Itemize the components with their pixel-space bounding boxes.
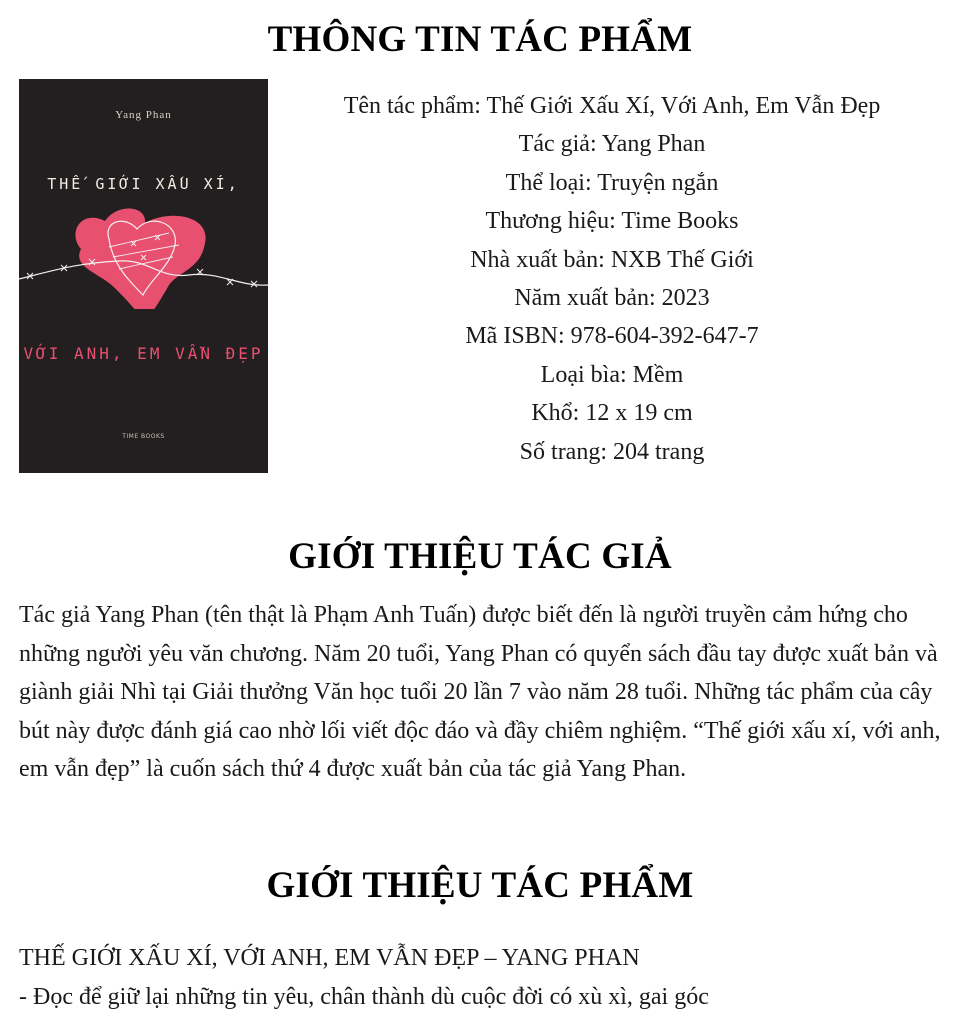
work-heading-line: THẾ GIỚI XẤU XÍ, VỚI ANH, EM VẪN ĐẸP – YANG PHAN <box>19 945 640 971</box>
detail-pages: Số trang: 204 trang <box>519 438 705 465</box>
detail-title: Tên tác phẩm: Thế Giới Xấu Xí, Với Anh, Em Vẫn Đẹp <box>343 93 881 119</box>
detail-publisher: Nhà xuất bản: NXB Thế Giới <box>470 246 754 273</box>
author-section-title: GIỚI THIỆU TÁC GIẢ <box>288 536 672 577</box>
detail-year: Năm xuất bản: 2023 <box>514 284 710 311</box>
detail-genre: Thể loại: Truyện ngắn <box>505 169 719 196</box>
cover-author-text: Yang Phan <box>115 109 172 121</box>
detail-author: Tác giả: Yang Phan <box>518 131 706 158</box>
cover-title-line2: VỚI ANH, EM VẪN ĐẸP <box>23 344 264 363</box>
cover-publisher-logo: TIME BOOKS <box>122 433 165 440</box>
detail-brand: Thương hiệu: Time Books <box>485 208 739 235</box>
detail-size: Khổ: 12 x 19 cm <box>531 400 693 427</box>
work-description-line: - Đọc để giữ lại những tin yêu, chân thành dù cuộc đời có xù xì, gai góc <box>19 984 709 1010</box>
book-details <box>269 91 955 475</box>
work-section-title: GIỚI THIỆU TÁC PHẨM <box>266 865 694 906</box>
info-section-title: THÔNG TIN TÁC PHẨM <box>267 19 693 60</box>
detail-cover-type: Loại bìa: Mềm <box>540 361 684 388</box>
author-paragraph: Tác giả Yang Phan (tên thật là Phạm Anh Tuấn) được biết đến là người truyền cảm hứng cho những người yêu văn chương. Năm 20 tuổi, Yang Phan có quyển sách đầu tay được xuất bản và giành giải Nhì tại Giải thưởng Văn học tuổi 20 lần 7 vào năm 28 tuổi. Những tác phẩm của cây bút này được đánh giá cao nhờ lối viết độc đáo và đầy chiêm nghiệm. “Thế giới xấu xí, với anh, em vẫn đẹp” là cuốn sách thứ 4 được xuất bản của tác giả Yang Phan. <box>19 602 941 782</box>
book-cover-image <box>19 79 268 473</box>
heart-barbed-wire-icon <box>19 199 268 309</box>
detail-isbn: Mã ISBN: 978-604-392-647-7 <box>465 323 759 350</box>
cover-title-line1: THẾ GIỚI XẤU XÍ, <box>47 175 240 193</box>
